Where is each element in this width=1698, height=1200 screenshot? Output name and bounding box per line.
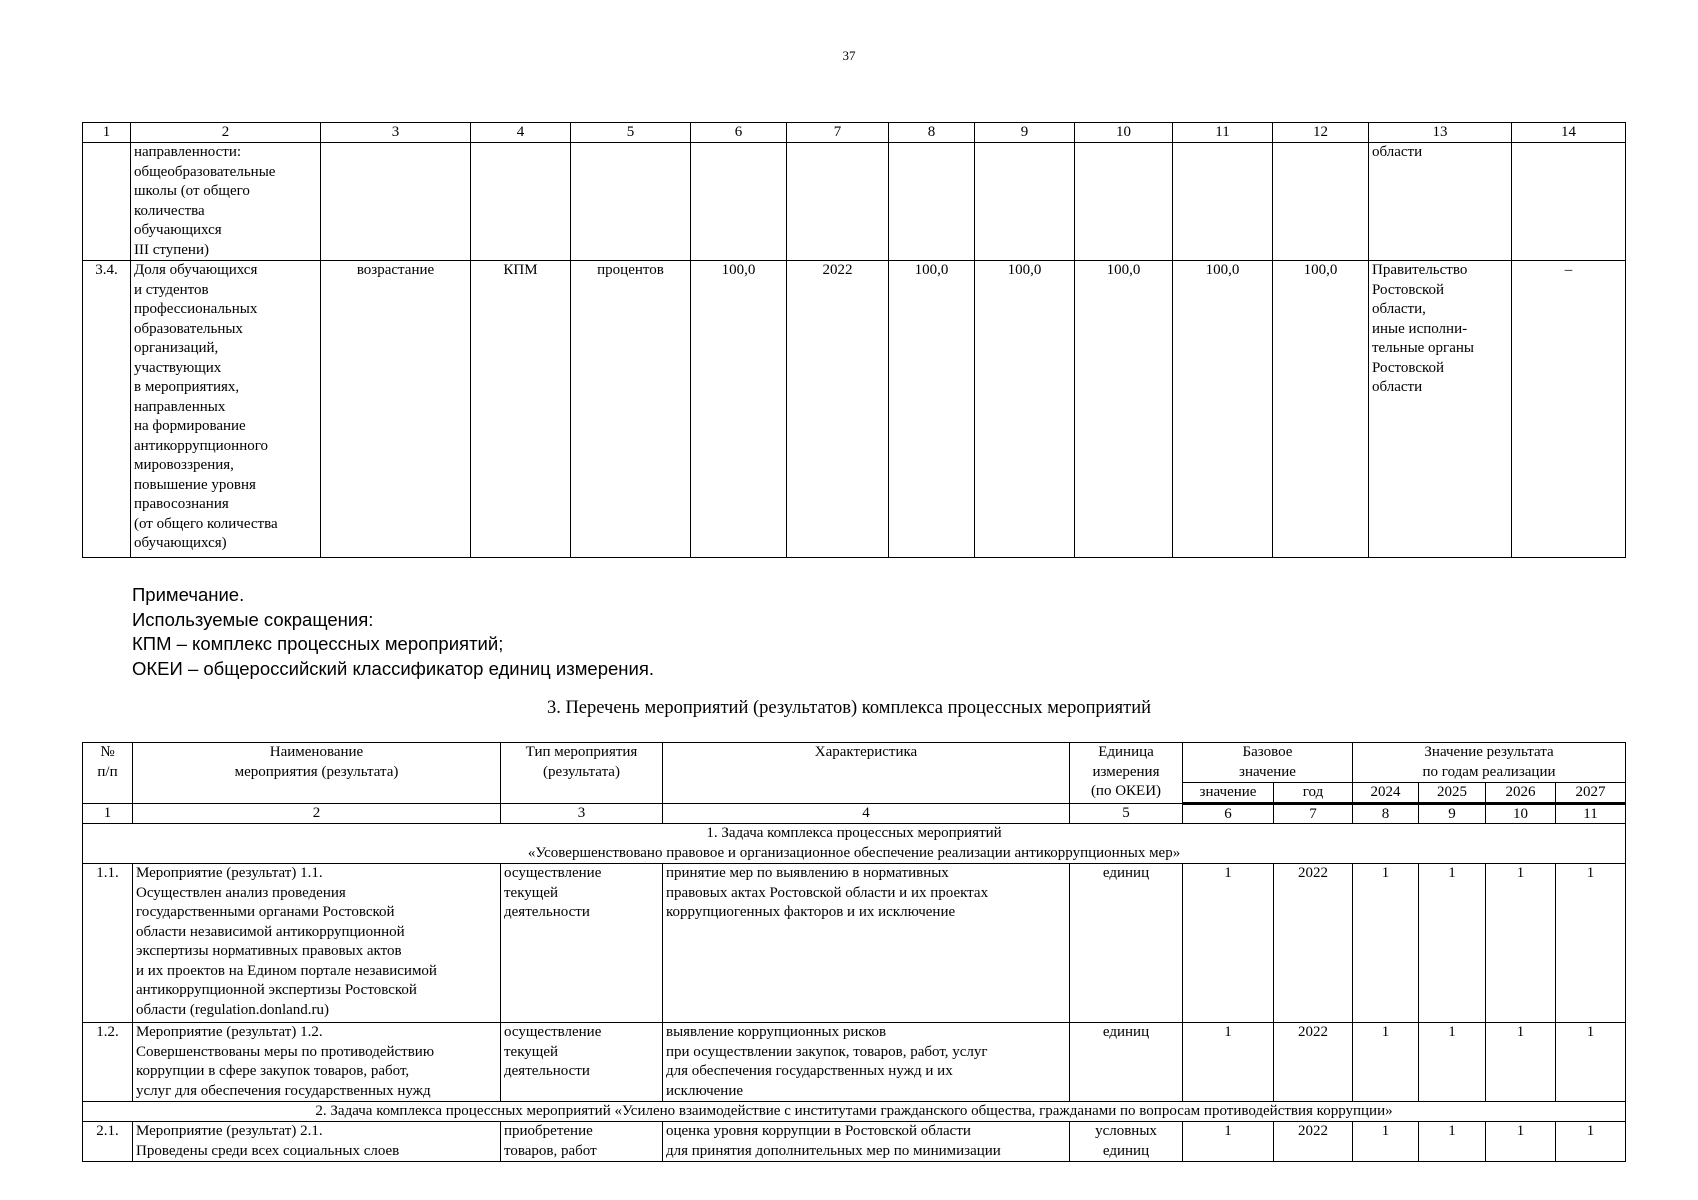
value-cell: 100,0 (975, 261, 1075, 558)
column-number: 12 (1273, 123, 1369, 143)
activity-type: осуществление текущей деятельности (501, 1023, 663, 1102)
column-number: 10 (1075, 123, 1173, 143)
header-unit: Единица измерения (по ОКЕИ) (1070, 743, 1183, 804)
base-value-cell: 1 (1183, 1122, 1274, 1162)
unit-cell: единиц (1070, 1023, 1183, 1102)
header-row (83, 743, 1626, 783)
table-row (83, 864, 1626, 1023)
indicator-name: направленности: общеобразовательные школы (от общего количества обучающихся III ступени) (131, 143, 321, 261)
activity-name: Мероприятие (результат) 1.2. Совершенствованы меры по противодействию коррупции в сфере закупок товаров, работ, услуг для обеспечения государственных нужд (133, 1023, 501, 1102)
column-number: 8 (889, 123, 975, 143)
column-number: 4 (663, 804, 1070, 824)
unit-cell: процентов (571, 261, 691, 558)
responsible-cell: области (1369, 143, 1512, 261)
year-value-cell: 1 (1486, 864, 1556, 1023)
column-number: 11 (1173, 123, 1273, 143)
base-value-cell: 100,0 (691, 261, 787, 558)
year-value-cell: 1 (1419, 1122, 1486, 1162)
level-cell: КПМ (471, 261, 571, 558)
activity-name: Мероприятие (результат) 2.1. Проведены среди всех социальных слоев (133, 1122, 501, 1162)
header-base: Базовое значение (1183, 743, 1353, 783)
year-value-cell: 1 (1556, 864, 1626, 1023)
column-number: 14 (1512, 123, 1626, 143)
unit-cell: единиц (1070, 864, 1183, 1023)
column-number-row (83, 123, 1626, 143)
column-number: 11 (1556, 804, 1626, 824)
header-name: Наименование мероприятия (результата) (133, 743, 501, 804)
table-row (83, 1023, 1626, 1102)
column-number: 6 (1183, 804, 1274, 824)
header-base-value: значение (1183, 783, 1274, 804)
row-number: 2.1. (83, 1122, 133, 1162)
row-number (83, 143, 131, 261)
column-number: 9 (1419, 804, 1486, 824)
value-cell: 100,0 (1173, 261, 1273, 558)
notes-block (132, 583, 654, 681)
year-value-cell: 1 (1419, 864, 1486, 1023)
year-value-cell: 1 (1486, 1122, 1556, 1162)
note-line: Используемые сокращения: (132, 608, 374, 630)
year-value-cell: 1 (1556, 1023, 1626, 1102)
column-number: 6 (691, 123, 787, 143)
table-row (83, 1122, 1626, 1162)
column-number-row (83, 804, 1626, 824)
header-base-year: год (1274, 783, 1353, 804)
table-row (83, 143, 1626, 261)
value-cell: 100,0 (1075, 261, 1173, 558)
indicators-table (82, 122, 1626, 558)
activity-type: приобретение товаров, работ (501, 1122, 663, 1162)
column-number: 8 (1353, 804, 1419, 824)
page-number: 37 (842, 48, 856, 63)
column-number: 7 (787, 123, 889, 143)
dash-cell: – (1512, 261, 1626, 558)
value-cell: 100,0 (889, 261, 975, 558)
activity-characteristic: принятие мер по выявлению в нормативных правовых актах Ростовской области и их проектах коррупциогенных факторов и их исключение (663, 864, 1070, 1023)
value-cell: 100,0 (1273, 261, 1369, 558)
column-number: 2 (131, 123, 321, 143)
base-year-cell: 2022 (1274, 864, 1353, 1023)
year-value-cell: 1 (1353, 1023, 1419, 1102)
table-row (83, 261, 1626, 558)
task-row (83, 824, 1626, 864)
year-value-cell: 1 (1556, 1122, 1626, 1162)
base-value-cell: 1 (1183, 1023, 1274, 1102)
column-number: 1 (83, 123, 131, 143)
column-number: 5 (1070, 804, 1183, 824)
header-number: № п/п (83, 743, 133, 804)
header-year: 2025 (1419, 783, 1486, 804)
column-number: 3 (501, 804, 663, 824)
header-characteristic: Характеристика (663, 743, 1070, 804)
base-year-cell: 2022 (1274, 1122, 1353, 1162)
column-number: 9 (975, 123, 1075, 143)
direction-cell: возрастание (321, 261, 471, 558)
activity-type: осуществление текущей деятельности (501, 864, 663, 1023)
column-number: 1 (83, 804, 133, 824)
column-number: 2 (133, 804, 501, 824)
indicator-name: Доля обучающихся и студентов профессиональных образовательных организаций, участвующих в мероприятиях, направленных на формирование антикоррупционного мировоззрения, повышение уровня правосознания (от общего количества обучающихся) (131, 261, 321, 558)
column-number: 4 (471, 123, 571, 143)
activity-name: Мероприятие (результат) 1.1. Осуществлен анализ проведения государственными органами Ростовской области независимой антикоррупционной экспертизы нормативных правовых актов и их проектов на Едином портале независимой антикоррупционной экспертизы Ростовской области (regulation.donland.ru) (133, 864, 501, 1023)
column-number: 5 (571, 123, 691, 143)
note-line: КПМ – комплекс процессных мероприятий; (132, 633, 504, 654)
activities-table (82, 742, 1626, 1162)
note-line: ОКЕИ – общероссийский классификатор единиц измерения. (132, 657, 655, 679)
activity-characteristic: оценка уровня коррупции в Ростовской области для принятия дополнительных мер по минимизации (663, 1122, 1070, 1162)
note-heading: Примечание. (132, 584, 245, 605)
year-value-cell: 1 (1353, 1122, 1419, 1162)
task-row (83, 1102, 1626, 1122)
column-number: 3 (321, 123, 471, 143)
base-year-cell: 2022 (787, 261, 889, 558)
header-year: 2026 (1486, 783, 1556, 804)
responsible-cell: Правительство Ростовской области, иные исполни- тельные органы Ростовской области (1369, 261, 1512, 558)
column-number: 13 (1369, 123, 1512, 143)
column-number: 7 (1274, 804, 1353, 824)
header-type: Тип мероприятия (результата) (501, 743, 663, 804)
unit-cell: условных единиц (1070, 1122, 1183, 1162)
activity-characteristic: выявление коррупционных рисков при осуществлении закупок, товаров, работ, услуг для обеспечения государственных нужд и их исключение (663, 1023, 1070, 1102)
header-years: Значение результата по годам реализации (1353, 743, 1626, 783)
header-year: 2027 (1556, 783, 1626, 804)
year-value-cell: 1 (1419, 1023, 1486, 1102)
row-number: 1.1. (83, 864, 133, 1023)
task-title: 1. Задача комплекса процессных мероприятий «Усовершенствовано правовое и организационное обеспечение реализации антикоррупционных мер» (83, 824, 1626, 864)
row-number: 1.2. (83, 1023, 133, 1102)
section-title: 3. Перечень мероприятий (результатов) комплекса процессных мероприятий (546, 698, 1152, 718)
task-title: 2. Задача комплекса процессных мероприятий «Усилено взаимодействие с институтами гражданского общества, гражданами по вопросам противодействия коррупции» (83, 1102, 1626, 1122)
base-value-cell: 1 (1183, 864, 1274, 1023)
base-year-cell: 2022 (1274, 1023, 1353, 1102)
column-number: 10 (1486, 804, 1556, 824)
year-value-cell: 1 (1486, 1023, 1556, 1102)
header-year: 2024 (1353, 783, 1419, 804)
row-number: 3.4. (83, 261, 131, 558)
year-value-cell: 1 (1353, 864, 1419, 1023)
